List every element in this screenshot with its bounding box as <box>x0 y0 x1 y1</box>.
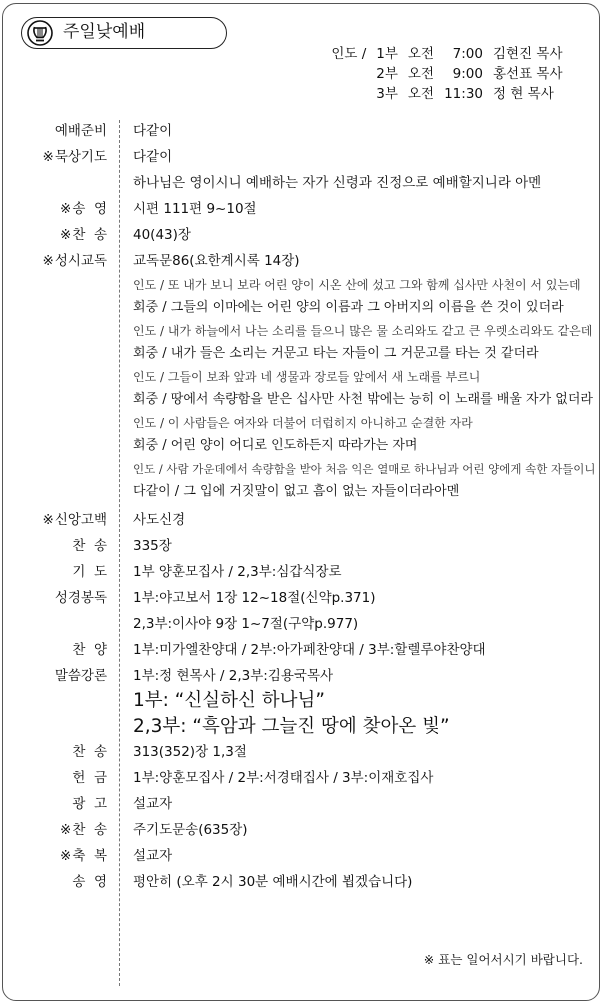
value-hymn-2: 335장 <box>133 538 172 554</box>
label-sermon: 말씀강론 <box>54 668 107 684</box>
label-hymn-4: ※찬 송 <box>60 822 107 838</box>
label-hymn-2: 찬 송 <box>72 538 107 554</box>
value-announcements: 설교자 <box>133 796 173 812</box>
value-creed: 사도신경 <box>133 512 186 528</box>
column-divider <box>119 120 120 986</box>
reading-line: 인도 / 사람 가운데에서 속량함을 받아 처음 익은 열매로 하나님과 어린 양에게 속한 자들이니 <box>133 462 596 476</box>
reading-line: 회중 / 땅에서 속량함을 받은 십사만 사천 밖에는 능히 이 노래를 배울 자가 없더라 <box>133 392 593 407</box>
label-hymn-3: 찬 송 <box>72 744 107 760</box>
value-prep: 다같이 <box>133 123 173 139</box>
label-scripture: 성경봉독 <box>54 590 107 606</box>
service-time: 7:00 <box>452 46 483 62</box>
label-anthem: 찬 양 <box>72 642 107 658</box>
page-title: 주일낮예배 <box>63 22 146 42</box>
stand-mark: ※ <box>60 822 72 838</box>
sermon-title-2: 2,3부: “흑암과 그늘진 땅에 찾아온 빛” <box>133 716 450 737</box>
value-hymn-3: 313(352)장 1,3절 <box>133 744 247 760</box>
value-anthem: 1부:미가엘찬양대 / 2부:아가페찬양대 / 3부:할렐루야찬양대 <box>133 642 486 658</box>
label-announcements: 광 고 <box>72 796 107 812</box>
stand-mark: ※ <box>60 227 72 243</box>
sermon-title-1: 1부: “신실하신 하나님” <box>133 690 325 711</box>
service-part: 2부 <box>376 66 398 82</box>
service-time-row <box>331 84 567 104</box>
service-ampm: 오전 <box>407 66 434 82</box>
service-time-row <box>331 64 567 84</box>
service-time-row <box>331 44 567 64</box>
service-ampm: 오전 <box>407 86 434 102</box>
scripture-line-1: 1부:야고보서 1장 12~18절(신약p.371) <box>133 590 376 606</box>
label-silent-prayer: ※묵상기도 <box>42 149 107 165</box>
stand-mark: ※ <box>60 201 72 217</box>
service-part: 3부 <box>376 86 398 102</box>
value-benediction: 설교자 <box>133 848 173 864</box>
footnote: ※ 표는 일어서시기 바랍니다. <box>423 952 583 967</box>
label-benediction: ※축 복 <box>60 848 107 864</box>
value-doxology: 시편 111편 9~10절 <box>133 201 257 217</box>
label-offering: 헌 금 <box>72 770 107 786</box>
label-prayer: 기 도 <box>72 564 107 580</box>
reading-line: 회중 / 그들의 이마에는 어린 양의 이름과 그 아버지의 이름을 쓴 것이 있더라 <box>133 300 564 315</box>
reading-line: 인도 / 그들이 보좌 앞과 네 생물과 장로들 앞에서 새 노래를 부르니 <box>133 370 481 384</box>
label-hymn-1: ※찬 송 <box>60 227 107 243</box>
service-part: 1부 <box>376 46 398 62</box>
reading-title: 교독문86(요한계시록 14장) <box>133 253 300 269</box>
label-prep: 예배준비 <box>54 123 107 139</box>
silent-prayer-verse: 하나님은 영이시니 예배하는 자가 신령과 진정으로 예배할지니라 아멘 <box>133 175 542 191</box>
value-closing-doxology: 평안히 (오후 2시 30분 예배시간에 뵙겠습니다) <box>133 874 413 890</box>
stand-mark: ※ <box>60 848 72 864</box>
service-time: 9:00 <box>452 66 483 82</box>
reading-line: 회중 / 어린 양이 어디로 인도하든지 따라가는 자며 <box>133 438 418 453</box>
value-hymn-4: 주기도문송(635장) <box>133 822 248 838</box>
stand-mark: ※ <box>42 512 54 528</box>
reading-line: 인도 / 이 사람들은 여자와 더불어 더럽히지 아니하고 순결한 자라 <box>133 416 473 430</box>
value-hymn-1: 40(43)장 <box>133 227 191 243</box>
sermon-preachers: 1부:정 현목사 / 2,3부:김용국목사 <box>133 668 334 684</box>
value-silent-prayer: 다같이 <box>133 149 173 165</box>
leader-prefix: 인도 / <box>331 46 367 62</box>
label-closing-doxology: 송 영 <box>72 874 107 890</box>
service-times <box>331 44 567 104</box>
service-leader: 홍선표 목사 <box>493 66 563 82</box>
stand-mark: ※ <box>42 149 54 165</box>
reading-line: 다같이 / 그 입에 거짓말이 없고 흠이 없는 자들이더라아멘 <box>133 484 460 499</box>
stand-mark: ※ <box>42 253 54 269</box>
service-ampm: 오전 <box>407 46 434 62</box>
lyre-icon <box>27 20 53 46</box>
scripture-line-2: 2,3부:이사야 9장 1~7절(구약p.977) <box>133 616 359 632</box>
service-time: 11:30 <box>444 86 483 102</box>
value-prayer: 1부 양훈모집사 / 2,3부:심갑식장로 <box>133 564 342 580</box>
reading-line: 인도 / 또 내가 보니 보라 어린 양이 시온 산에 섰고 그와 함께 십사만 사천이 서 있는데 <box>133 278 581 292</box>
value-offering: 1부:양훈모집사 / 2부:서경태집사 / 3부:이재호집사 <box>133 770 434 786</box>
reading-line: 인도 / 내가 하늘에서 나는 소리를 들으니 많은 물 소리와도 같고 큰 우렛소리와도 같은데 <box>133 324 593 338</box>
label-doxology: ※송 영 <box>60 201 107 217</box>
label-creed: ※신앙고백 <box>42 512 107 528</box>
service-leader: 정 현 목사 <box>493 86 554 102</box>
reading-line: 회중 / 내가 들은 소리는 거문고 타는 자들이 그 거문고를 타는 것 같더라 <box>133 346 539 361</box>
service-leader: 김현진 목사 <box>493 46 563 62</box>
label-responsive-reading: ※성시교독 <box>42 253 107 269</box>
